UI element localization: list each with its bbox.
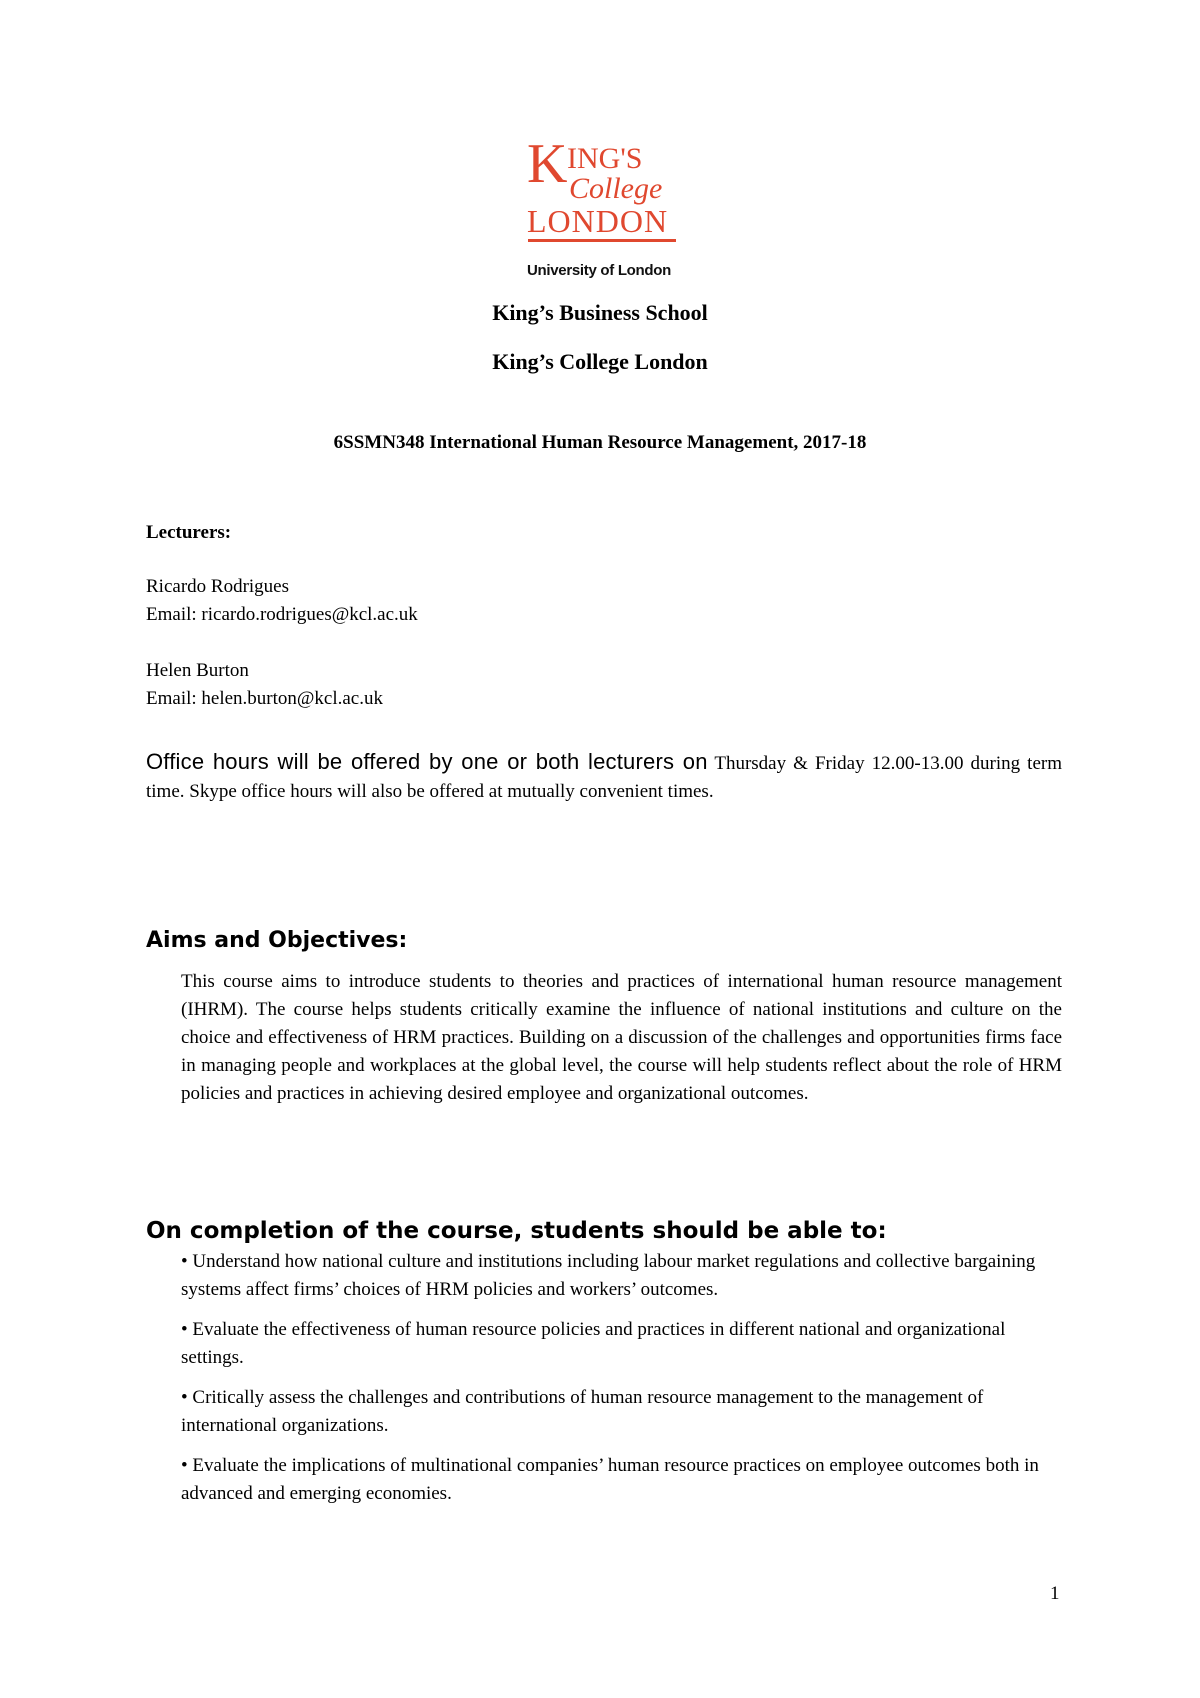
lecturer-entry — [146, 573, 1062, 629]
college-title: King’s College London — [492, 349, 708, 374]
page-number: 1 — [1050, 1583, 1060, 1604]
logo-subtitle: University of London — [527, 262, 672, 279]
office-hours-paragraph — [146, 748, 1062, 806]
outcomes-list — [181, 1248, 1071, 1520]
outcome-item: • Understand how national culture and institutions including labour market regulations and collective bargaining systems affect firms’ choices of HRM policies and workers’ outcomes. — [181, 1251, 1036, 1300]
lecturer-name: Ricardo Rodrigues — [146, 576, 290, 597]
logo-line-ings: ING'S — [567, 142, 643, 175]
outcome-item: • Evaluate the effectiveness of human resource policies and practices in different national and organizational settings. — [181, 1319, 1006, 1368]
lecturer-email: Email: helen.burton@kcl.ac.uk — [146, 688, 383, 709]
lecturer-entry — [146, 657, 1062, 713]
aims-heading: Aims and Objectives: — [146, 928, 408, 953]
school-title: King’s Business School — [492, 300, 708, 325]
lecturers-heading: Lecturers: — [146, 522, 232, 543]
logo-rule — [528, 239, 676, 242]
logo-line-kings: K — [527, 138, 568, 195]
outcome-item: • Critically assess the challenges and contributions of human resource management to the management of international organizations. — [181, 1387, 984, 1436]
logo-line-college: College — [569, 172, 663, 205]
outcome-item: • Evaluate the implications of multinational companies’ human resource practices on employee outcomes both in advanced and emerging economies. — [181, 1455, 1039, 1504]
office-hours-details: Thursday & Friday 12.00-13.00 during term time. Skype office hours will also be offered at mutually convenient times. — [146, 753, 1062, 802]
lecturer-name: Helen Burton — [146, 660, 249, 681]
office-hours-lead: Office hours will be offered by one or both lecturers on — [146, 749, 708, 774]
course-title: 6SSMN348 International Human Resource Management, 2017-18 — [333, 432, 867, 453]
logo-line-london: LONDON — [527, 203, 669, 239]
completion-heading: On completion of the course, students should be able to: — [146, 1218, 887, 1244]
lecturer-email: Email: ricardo.rodrigues@kcl.ac.uk — [146, 604, 418, 625]
aims-paragraph: This course aims to introduce students to theories and practices of international human resource management (IHRM). The course helps students critically examine the influence of national institutions and culture on the choice and effectiveness of HRM practices. Building on a discussion of the challenges and opportunities firms face in managing people and workplaces at the global level, the course will help students reflect about the role of HRM policies and practices in achieving desired employee and organizational outcomes. — [181, 971, 1062, 1104]
